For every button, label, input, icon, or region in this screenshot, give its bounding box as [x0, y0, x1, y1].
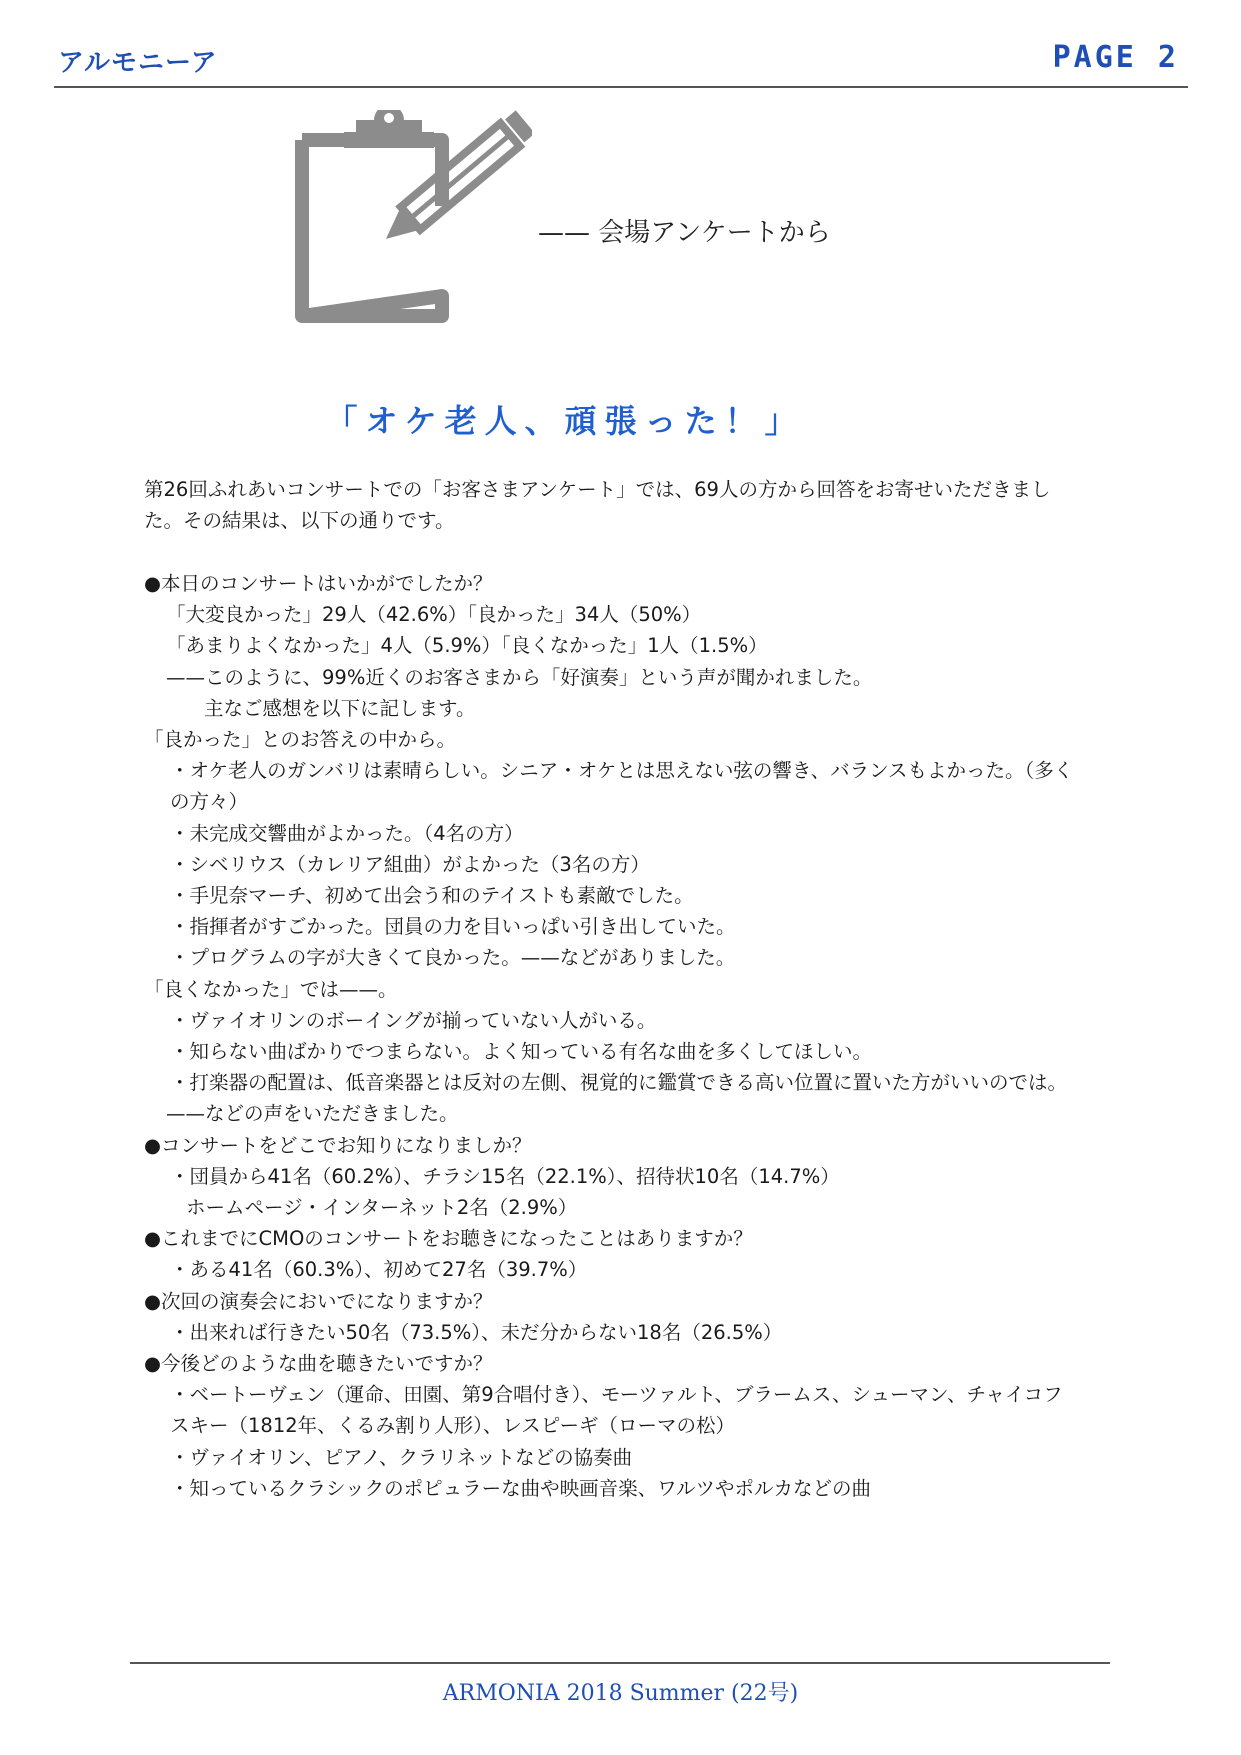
survey-line: ●本日のコンサートはいかがでしたか？ — [144, 572, 493, 595]
survey-line: ・オケ老人のガンバリは素晴らしい。シニア・オケとは思えない弦の響き、バランスもよかった。（多くの方々） — [170, 759, 1074, 814]
survey-line: 主なご感想を以下に記します。 — [204, 696, 476, 720]
survey-line: ・ヴァイオリンのボーイングが揃っていない人がいる。 — [170, 1008, 657, 1032]
intro-paragraph: 第26回ふれあいコンサートでの「お客さまアンケート」では、69人の方から回答をお寄せいただきました。その結果は、以下の通りです。 — [144, 478, 1051, 532]
header-divider — [54, 86, 1188, 88]
survey-line: ・ベートーヴェン（運命、田園、第9合唱付き）、モーツァルト、ブラームス、シューマン、チャイコフスキー（1812年、くるみ割り人形）、レスピーギ（ローマの松） — [170, 1383, 1063, 1438]
survey-line: ・ある41名（60.3%）、初めて27名（39.7%） — [170, 1258, 588, 1282]
brand-logo: アルモニーア — [58, 48, 218, 78]
survey-line: 「良くなかった」では——。 — [144, 977, 398, 1001]
article-headline: 「オケ老人、頑張った！」 — [325, 402, 805, 440]
survey-line: ・シベリウス（カレリア組曲）がよかった（3名の方） — [170, 852, 650, 876]
survey-line: ホームページ・インターネット2名（2.9%） — [186, 1196, 578, 1220]
survey-line: ・知っているクラシックのポピュラーな曲や映画音楽、ワルツやポルカなどの曲 — [170, 1476, 872, 1500]
survey-line: ●これまでにCMOのコンサートをお聴きになったことはありますか？ — [144, 1227, 753, 1251]
survey-line: ・打楽器の配置は、低音楽器とは反対の左側、視覚的に鑑賞できる高い位置に置いた方がいいのでは。 — [170, 1071, 1068, 1095]
survey-line: ・指揮者がすごかった。団員の力を目いっぱい引き出していた。 — [170, 915, 736, 939]
survey-line: ・出来れば行きたい50名（73.5%）、未だ分からない18名（26.5%） — [170, 1320, 783, 1344]
clipboard-pencil-icon — [292, 110, 532, 340]
survey-results — [144, 568, 1074, 1504]
footer-divider — [130, 1662, 1110, 1664]
survey-line: ●今後どのような曲を聴きたいですか？ — [144, 1352, 493, 1376]
survey-line: ——などの声をいただきました。 — [166, 1102, 459, 1126]
survey-line: ——このように、99%近くのお客さまから「好演奏」という声が聞かれました。 — [166, 665, 873, 689]
section-kicker: —— 会場アンケートから — [538, 218, 831, 248]
survey-line: ・手児奈マーチ、初めて出会う和のテイストも素敵でした。 — [170, 884, 694, 908]
survey-line: ・団員から41名（60.2%）、チラシ15名（22.1%）、招待状10名（14.7%） — [170, 1164, 840, 1188]
survey-line: ・未完成交響曲がよかった。（4名の方） — [170, 821, 524, 845]
survey-line: 「あまりよくなかった」4人（5.9%）「良くなかった」1人（1.5%） — [166, 634, 768, 658]
survey-line: 「大変良かった」29人（42.6%）「良かった」34人（50%） — [166, 603, 702, 627]
survey-line: ・知らない曲ばかりでつまらない。よく知っている有名な曲を多くしてほしい。 — [170, 1040, 873, 1064]
survey-line: ●次回の演奏会においでになりますか？ — [144, 1289, 493, 1313]
footer-issue: ARMONIA 2018 Summer (22号) — [442, 1681, 799, 1706]
survey-line: ・ヴァイオリン、ピアノ、クラリネットなどの協奏曲 — [170, 1445, 633, 1469]
survey-line: 「良かった」とのお答えの中から。 — [144, 728, 457, 752]
survey-line: ●コンサートをどこでお知りになりましか？ — [144, 1133, 532, 1157]
survey-line: ・プログラムの字が大きくて良かった。——などがありました。 — [170, 946, 736, 970]
page-number: PAGE 2 — [1052, 40, 1179, 75]
